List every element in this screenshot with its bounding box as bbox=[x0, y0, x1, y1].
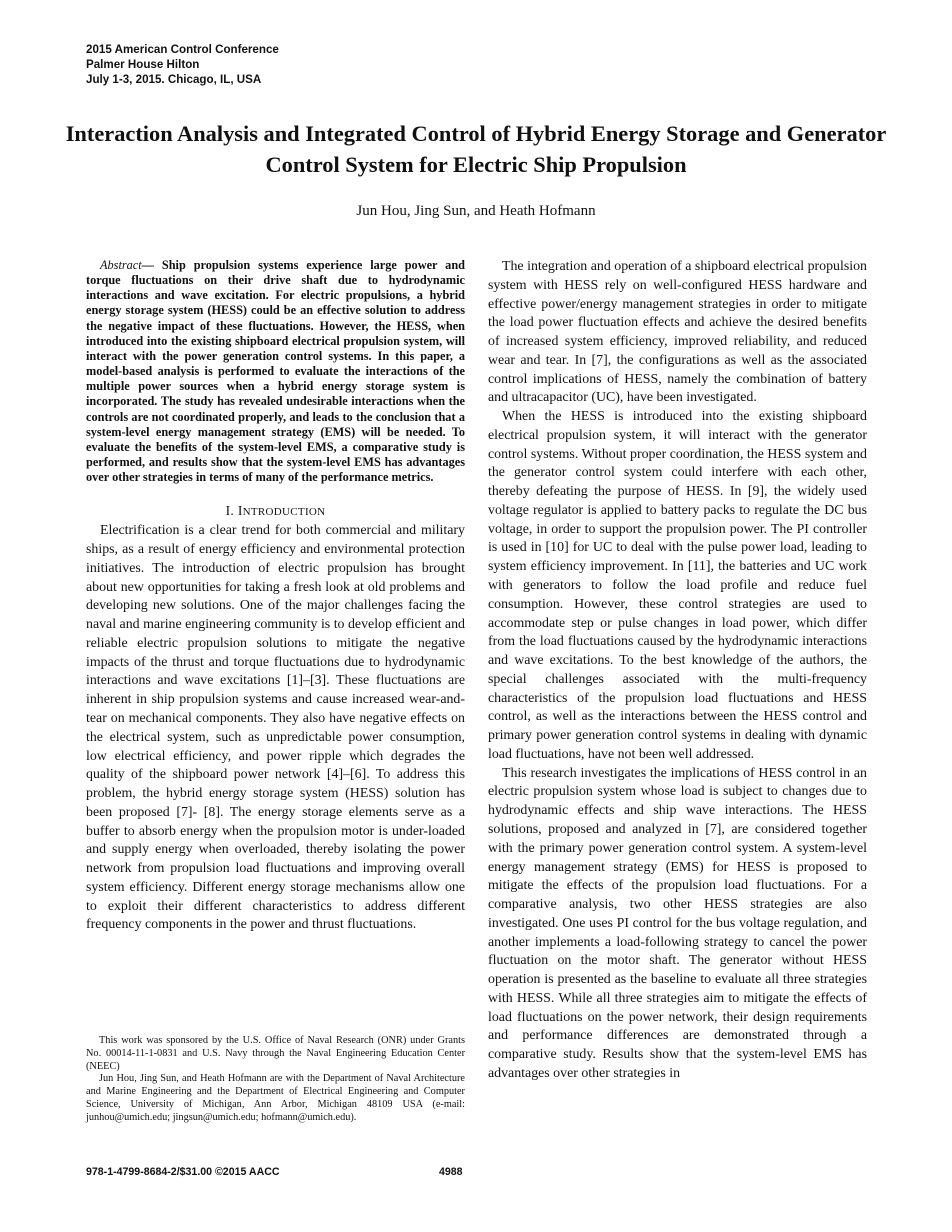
right-column bbox=[488, 258, 867, 1084]
conference-date-location: July 1-3, 2015. Chicago, IL, USA bbox=[86, 73, 262, 86]
paper-authors: Jun Hou, Jing Sun, and Heath Hofmann bbox=[356, 203, 596, 219]
section-first-letter: I bbox=[237, 503, 243, 519]
conference-venue: Palmer House Hilton bbox=[86, 58, 200, 71]
footnote-affiliation: Jun Hou, Jing Sun, and Heath Hofmann are with the Department of Naval Architecture and Marine Engineering and the Department of Electrical Engineering and Computer Science, University of Michigan, Ann Arbor, Michigan 48109 USA (e-mail: junhou@umich.edu; jingsun@umich.edu; hofmann@umich.edu). bbox=[86, 1073, 465, 1123]
paragraph-research-scope: This research investigates the implications of HESS control in an electric propulsion system whose load is subject to changes due to hydrodynamic effects and ship wave interactions. The HESS solutions, proposed and analyzed in [7], are considered together with the primary power generation control system. A system-level energy management strategy (EMS) for HESS is proposed to mitigate the effects of the propulsion load fluctuations. For a comparative analysis, two other HESS strategies are also investigated. One uses PI control for the bus voltage regulation, and another implements a load-following strategy to cancel the power fluctuation on the motor shaft. The generator without HESS operation is presented as the baseline to evaluate all three strategies with HESS. While all three strategies aim to mitigate the effects of load fluctuations on the power network, their design requirements and performance differences are demonstrated through a comparative study. Results show that the system-level EMS has advantages over other strategies in bbox=[488, 765, 867, 1081]
paper-title: Interaction Analysis and Integrated Control of Hybrid Energy Storage and Generator Control System for Electric Ship Propulsion bbox=[65, 121, 887, 177]
footer-page-number: 4988 bbox=[439, 1166, 463, 1178]
section-numeral: I. bbox=[225, 503, 235, 519]
paragraph-hess-interaction: When the HESS is introduced into the existing shipboard electrical propulsion system, it will interact with the generator control systems. Without proper coordination, the HESS system and the generator control system could interfere with each other, thereby defeating the purpose of HESS. In [9], the widely used voltage regulator is applied to battery packs to regulate the DC bus voltage, in order to support the propulsion power. The PI controller is used in [10] for UC to deal with the pulse power load, leading to system efficiency improvement. In [11], the batteries and UC work with generators to follow the load profile and reduce fuel consumption. However, these control strategies are used to accommodate step or pulse changes in load power, which differ from the load fluctuations caused by the hydrodynamic interactions and wave excitations. To the best knowledge of the authors, the special challenges associated with the multi-frequency characteristics of the propulsion load fluctuations and HESS control, as well as the interactions between the HESS control and primary power generation control systems in dealing with dynamic load fluctuations, have not been well addressed. bbox=[488, 409, 867, 762]
footnotes bbox=[86, 1035, 465, 1124]
conference-header bbox=[86, 42, 279, 87]
abstract-text: Ship propulsion systems experience large power and torque fluctuations on their drive shaft due to hydrodynamic interactions and wave excitation. For electric propulsions, a hybrid energy storage system (HESS) could be an effective solution to address the negative impact of these fluctuations. However, the HESS, when introduced into the existing shipboard electrical propulsion system, will interact with the power generation control systems. In this paper, a model-based analysis is performed to evaluate the interactions of the multiple power sources when a hybrid energy storage system is incorporated. The study has revealed undesirable interactions when the controls are not coordinated properly, and leads to the conclusion that a system-level energy management strategy (EMS) will be needed. To evaluate the benefits of the system-level EMS, a comparative study is performed, and results show that the system-level EMS has advantages over other strategies in terms of many of the performance metrics. bbox=[86, 258, 465, 485]
intro-paragraph: Electrification is a clear trend for both commercial and military ships, as a result of energy efficiency and environmental protection initiatives. The introduction of electric propulsion has brought about new opportunities for taking a fresh look at old problems and developing new solutions. One of the major challenges facing the naval and marine engineering community is to develop efficient and reliable electric propulsion solutions to mitigate the negative impacts of the thrust and torque fluctuations due to hydrodynamic interactions and wave excitations [1]–[3]. These fluctuations are inherent in ship propulsion systems and cause increased wear-and-tear on mechanical components. They also have negative effects on the electrical system, such as unpredictable power consumption, low electrical efficiency, and power ripple which degrades the quality of the shipboard power network [4]–[6]. To address this problem, the hybrid energy storage system (HESS) solution has been proposed [7]- [8]. The energy storage elements serve as a buffer to absorb energy when the propulsion motor is under-loaded and supply energy when overloaded, thereby isolating the power network from propulsion load fluctuations and improving overall system efficiency. Different energy storage mechanisms allow one to exploit their different characteristics to address different frequency components in the power and thrust fluctuations. bbox=[86, 523, 465, 933]
section-small-caps: NTRODUCTION bbox=[242, 506, 326, 519]
footer-isbn: 978-1-4799-8684-2/$31.00 ©2015 AACC bbox=[86, 1166, 280, 1178]
footnote-funding: This work was sponsored by the U.S. Office of Naval Research (ONR) under Grants No. 00014-11-1-0831 and U.S. Navy through the Naval Engineering Education Center (NEEC) bbox=[86, 1035, 465, 1072]
abstract: Abstract— Ship propulsion systems experience large power and torque fluctuations on their drive shaft due to hydrodynamic interactions and wave excitation. For electric propulsions, a hybrid energy storage system (HESS) could be an effective solution to address the negative impact of these fluctuations. However, the HESS, when introduced into the existing shipboard electrical propulsion system, will interact with the power generation control systems. In this paper, a model-based analysis is performed to evaluate the interactions of the multiple power sources when a hybrid energy storage system is incorporated. The study has revealed undesirable interactions when the controls are not coordinated properly, and leads to the conclusion that a system-level energy management strategy (EMS) will be needed. To evaluate the benefits of the system-level EMS, a comparative study is performed, and results show that the system-level EMS has advantages over other strategies in terms of many of the performance metrics. bbox=[86, 258, 465, 485]
abstract-label: Abstract bbox=[100, 258, 142, 272]
conference-name: 2015 American Control Conference bbox=[86, 43, 279, 56]
left-column bbox=[86, 258, 465, 935]
paragraph-hess-integration: The integration and operation of a shipboard electrical propulsion system with HESS rely on well-configured HESS hardware and effective power/energy management strategies in order to mitigate the load power fluctuation effects and achieve the desired benefits of increased system efficiency, improved reliability, and reduced wear and tear. In [7], the configurations as well as the associated control implications of HESS, namely the combination of battery and ultracapacitor (UC), have been investigated. bbox=[488, 259, 867, 406]
section-heading-introduction bbox=[86, 503, 465, 519]
